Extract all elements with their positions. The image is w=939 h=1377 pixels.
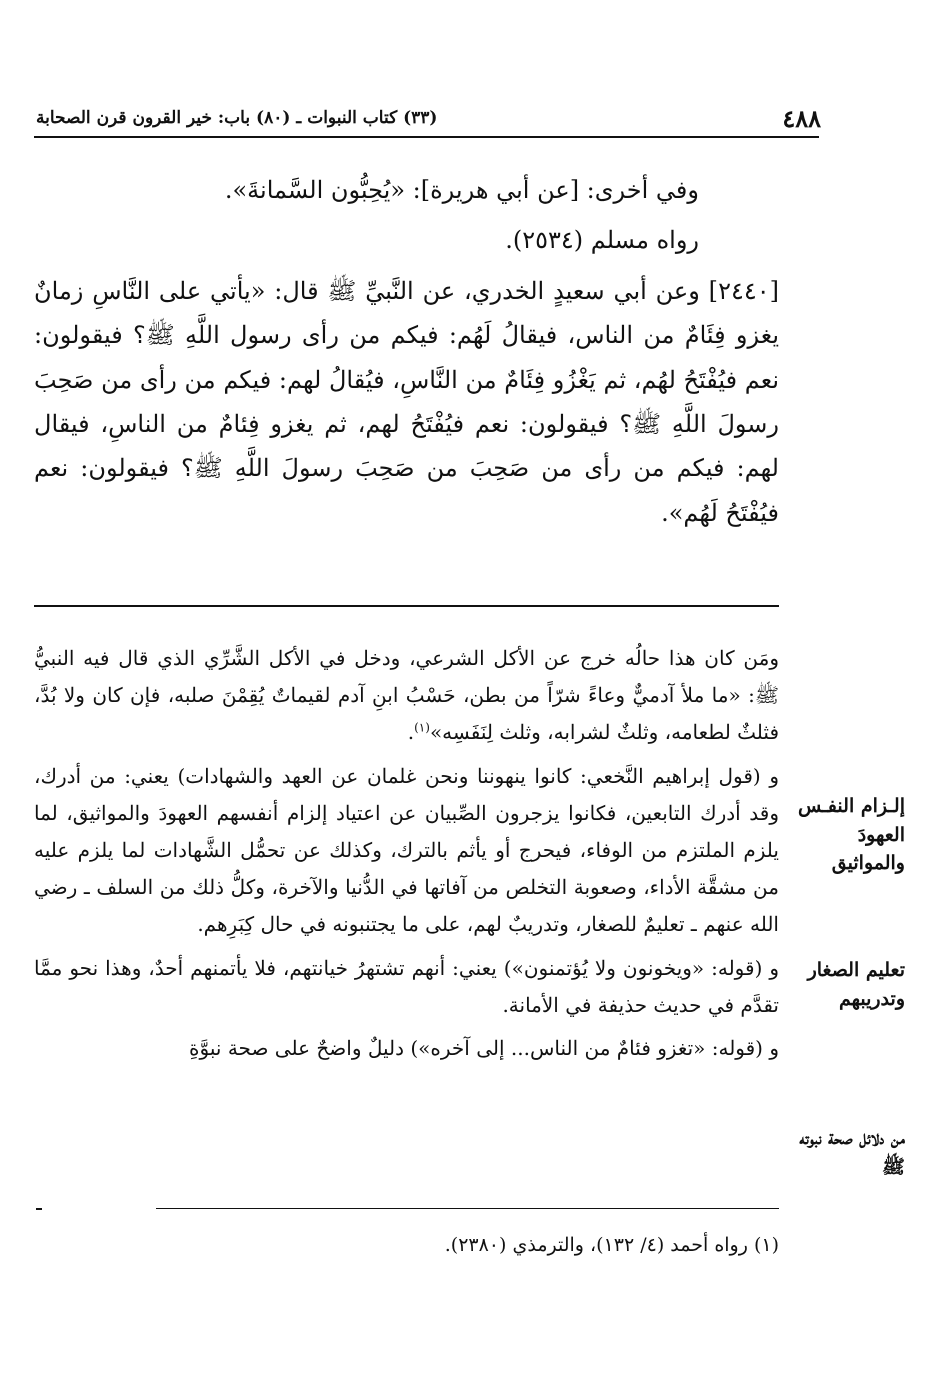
- footnote-divider: [156, 1208, 779, 1209]
- margin-note-teaching: تعليم الصغار وتدريبهم: [807, 959, 905, 1010]
- commentary-text-1: ومَن كان هذا حالُه خرج عن الأكل الشرعي، ودخل في الأكل الشَّرِّي الذي قال فيه النبيُّ ﷺ: «ما ملأ آدميٌّ وعاءً شرّاً من بطن، حَسْبُ ابنِ آدم لقيماتٌ يُقِمْنَ صلبه، فإن كان ولا بُدَّ، فثلثٌ لطعامه، وثلثٌ لشرابه، وثلث لِنَفَسِه»: [34, 646, 779, 745]
- commentary-paragraph-4: و (قوله: «تغزو فئامٌ من الناس... إلى آخره») دليلٌ واضحٌ على صحة نبوَّةِ: [189, 1035, 779, 1060]
- section-divider: [34, 605, 779, 607]
- commentary: [34, 640, 779, 1073]
- margin-note-prophecy: من دلائل صحة نبوته ﷺ: [799, 1127, 905, 1178]
- page-header: [36, 104, 821, 136]
- text-line-variant: وفي أخرى: [عن أبي هريرة]: «يُحِبُّون السَّمانةَ».: [224, 176, 699, 204]
- commentary-paragraph-3: و (قوله: «ويخونون ولا يُؤتمنون») يعني: أنهم تشتهرُ خيانتهم، فلا يأتمنهم أحدٌ، وهذا نحو ممَّا تقدَّم في حديث حذيفة في الأمانة.: [34, 955, 779, 1017]
- continuation-mark: [36, 1208, 42, 1210]
- hadith-text: [34, 168, 779, 541]
- hadith-paragraph: [٢٤٤٠] وعن أبي سعيدٍ الخدري، عن النَّبيِّ ﷺ قال: «يأتي على النَّاسِ زمانٌ يغزو فِئَامٌ من الناس، فيقالُ لَهُم: فيكم من رأى رسول اللَّهِ ﷺ؟ فيقولون: نعم فيُفْتَحُ لهُم، ثم يَغْزُو فِئَامٌ من النَّاسِ، فيُقالُ لهم: فيكم من رأى من صَحِبَ رسولَ اللَّهِ ﷺ؟ فيقولون: نعم فيُفْتَحُ لهم، ثم يغزو فِئامٌ من الناسِ، فيقال لهم: فيكم من رأى من صَحِبَ من صَحِبَ رسولَ اللَّهِ ﷺ؟ فيقولون: نعم فيُفْتَحُ لَهُم».: [34, 276, 779, 527]
- running-title: (٣٣) كتاب النبوات ـ (٨٠) باب: خير القرون قرن الصحابة: [36, 108, 438, 128]
- commentary-paragraph-2: و (قول إبراهيم النَّخعي: كانوا ينهوننا ونحن غلمان عن العهد والشهادات) يعني: من أدرك، وقد أدرك التابعين، فكانوا يزجرون الصِّبيان عن اعتياد إلزام أنفسهم العهودَ والمواثيق، لما يلزم الملتزم من الوفاء، فيحرج أو يأثم بالترك، وكذلك عن تحمُّل الشَّهادات لما يلزم عليه من مشقَّة الأداء، وصعوبة التخلص من آفاتها في الدُّنيا والآخرة، وكلُّ ذلك من السلف ـ رضي الله عنهم ـ تعليمٌ للصغار، وتدريبٌ لهم، على ما يجتنبونه في حال كِبَرِهم.: [34, 763, 779, 937]
- text-line-citation: رواه مسلم (٢٥٣٤).: [505, 226, 699, 255]
- commentary-paragraph-1: ومَن كان هذا حالُه خرج عن الأكل الشرعي، ودخل في الأكل الشَّرِّي الذي قال فيه النبيُّ ﷺ: «ما ملأ آدميٌّ وعاءً شرّاً من بطن، حَسْبُ ابنِ آدم لقيماتٌ يُقِمْنَ صلبه، فإن كان ولا بُدَّ، فثلثٌ لطعامه، وثلثٌ لشرابه، وثلث لِنَفَسِه»$^{(١)}$.: [34, 646, 779, 745]
- margin-note-oaths: إلـزام النفـس العهودَ والمواثيق: [798, 795, 905, 874]
- page-number: ٤٨٨: [782, 104, 821, 133]
- footnote-reference: (١): [414, 720, 430, 735]
- header-rule: [34, 136, 819, 138]
- footnote: (١) رواه أحمد (٤/ ١٣٢)، والترمذي (٢٣٨٠).: [444, 1234, 779, 1256]
